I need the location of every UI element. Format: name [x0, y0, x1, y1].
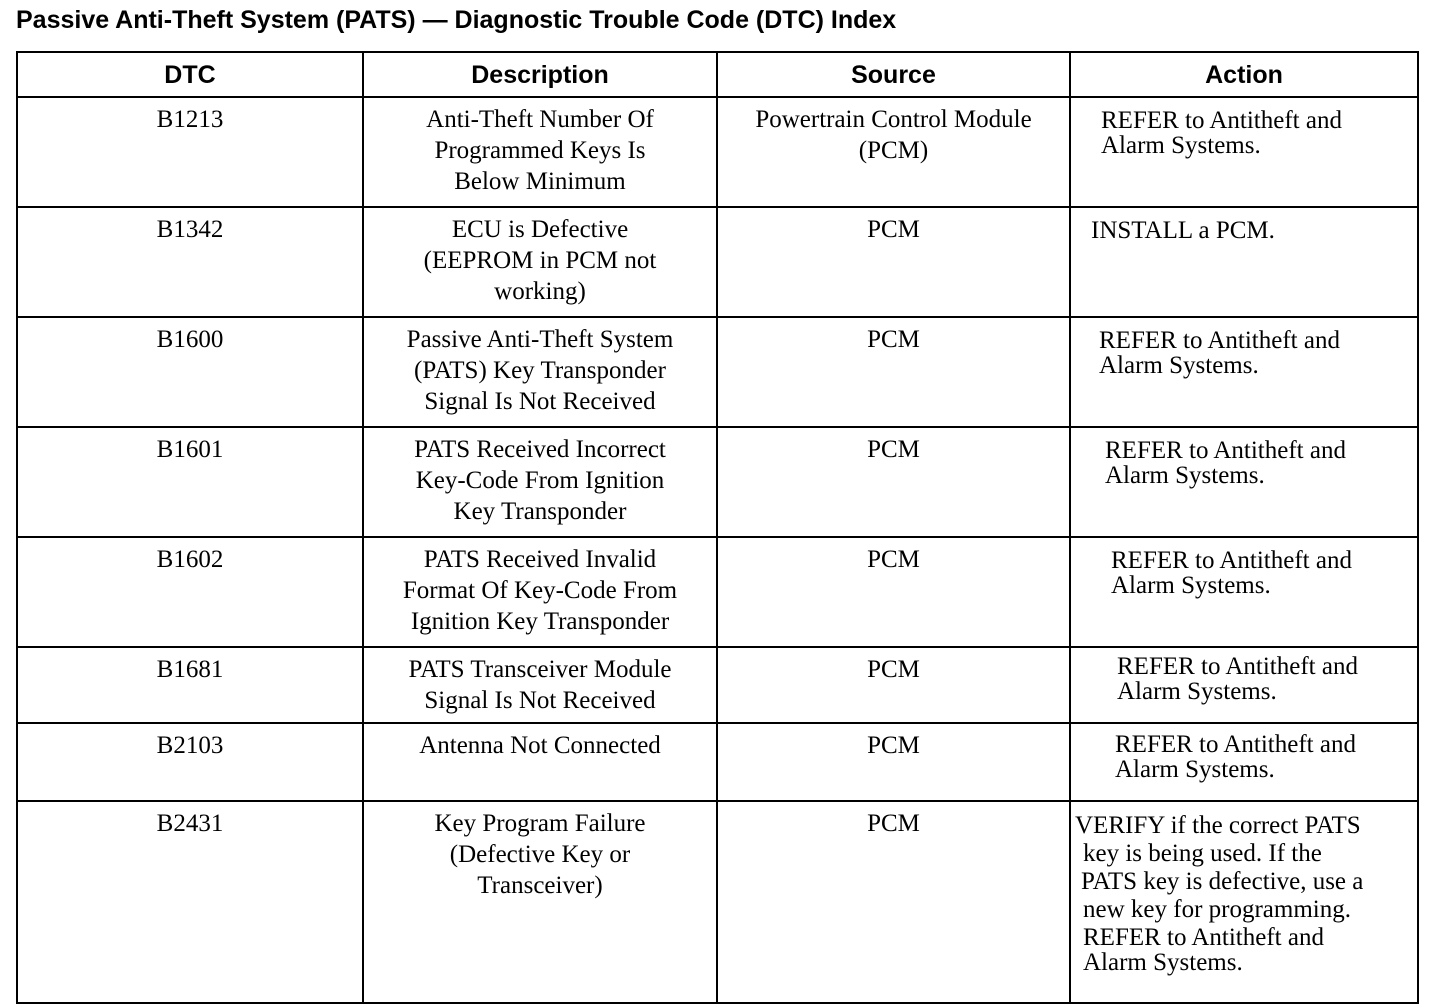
- table-header-row: [17, 52, 1418, 97]
- dtc-action: [1070, 207, 1418, 317]
- table-row: [17, 647, 1418, 723]
- action-line: REFER to Antitheft and: [1117, 653, 1358, 680]
- source-line: PCM: [867, 810, 920, 837]
- description-line: Signal Is Not Received: [424, 687, 656, 714]
- description-line: Format Of Key-Code From: [402, 577, 678, 604]
- source-line: PCM: [867, 732, 920, 759]
- description-line: Programmed Keys Is: [434, 137, 646, 164]
- description-line: Antenna Not Connected: [419, 732, 661, 759]
- description-line: PATS Received Incorrect: [414, 436, 666, 463]
- description-line: (Defective Key or: [449, 841, 631, 868]
- description-line: Key-Code From Ignition: [415, 467, 665, 494]
- dtc-code: B2431: [17, 801, 363, 1003]
- table-row: [17, 537, 1418, 647]
- dtc-action: [1070, 723, 1418, 801]
- description-line: Key Program Failure: [434, 810, 646, 837]
- header-action: Action: [1070, 52, 1418, 97]
- dtc-code: B1602: [17, 537, 363, 647]
- source-line: PCM: [867, 216, 920, 243]
- dtc-action: [1070, 647, 1418, 723]
- description-line: Below Minimum: [454, 168, 626, 195]
- action-line: REFER to Antitheft and: [1099, 327, 1340, 354]
- description-line: Anti-Theft Number Of: [426, 106, 654, 133]
- dtc-description: [363, 723, 717, 801]
- dtc-source: [717, 723, 1070, 801]
- description-line: working): [494, 278, 586, 305]
- table-row: [17, 317, 1418, 427]
- dtc-action: [1070, 801, 1418, 1003]
- dtc-action: [1070, 537, 1418, 647]
- description-line: Transceiver): [477, 872, 603, 899]
- action-line: INSTALL a PCM.: [1091, 217, 1275, 244]
- description-line: Key Transponder: [453, 498, 627, 525]
- dtc-code: B2103: [17, 723, 363, 801]
- dtc-action: [1070, 97, 1418, 207]
- action-line: REFER to Antitheft and: [1083, 924, 1324, 951]
- action-line: VERIFY if the correct PATS: [1075, 812, 1361, 839]
- description-line: Signal Is Not Received: [424, 388, 656, 415]
- source-line: PCM: [867, 326, 920, 353]
- dtc-source: [717, 207, 1070, 317]
- source-line: Powertrain Control Module: [755, 106, 1032, 133]
- dtc-index-table: [16, 51, 1419, 1004]
- description-line: Passive Anti-Theft System: [406, 326, 674, 353]
- dtc-description: [363, 207, 717, 317]
- action-line: Alarm Systems.: [1083, 949, 1243, 976]
- dtc-description: [363, 317, 717, 427]
- header-description: Description: [363, 52, 717, 97]
- action-line: Alarm Systems.: [1101, 132, 1261, 159]
- source-line: PCM: [867, 436, 920, 463]
- description-line: PATS Received Invalid: [423, 546, 657, 573]
- dtc-source: [717, 647, 1070, 723]
- action-line: REFER to Antitheft and: [1101, 107, 1342, 134]
- description-line: Ignition Key Transponder: [410, 608, 670, 635]
- table-row: [17, 723, 1418, 801]
- table-row: [17, 427, 1418, 537]
- table-row: [17, 207, 1418, 317]
- description-line: (EEPROM in PCM not: [423, 247, 657, 274]
- dtc-action: [1070, 317, 1418, 427]
- source-line: (PCM): [858, 137, 929, 164]
- page-title: Passive Anti-Theft System (PATS) — Diagnostic Trouble Code (DTC) Index: [16, 6, 897, 34]
- description-line: ECU is Defective: [451, 216, 629, 243]
- table-row: [17, 97, 1418, 207]
- dtc-description: [363, 647, 717, 723]
- dtc-code: B1681: [17, 647, 363, 723]
- dtc-description: [363, 97, 717, 207]
- dtc-source: [717, 537, 1070, 647]
- dtc-code: B1213: [17, 97, 363, 207]
- action-line: Alarm Systems.: [1115, 756, 1275, 783]
- action-line: key is being used. If the: [1083, 840, 1322, 867]
- dtc-source: [717, 427, 1070, 537]
- dtc-action: [1070, 427, 1418, 537]
- action-line: Alarm Systems.: [1105, 462, 1265, 489]
- dtc-code: B1601: [17, 427, 363, 537]
- dtc-source: [717, 317, 1070, 427]
- table-row: [17, 801, 1418, 1003]
- dtc-description: [363, 537, 717, 647]
- dtc-source: [717, 801, 1070, 1003]
- source-line: PCM: [867, 546, 920, 573]
- action-line: Alarm Systems.: [1117, 678, 1277, 705]
- dtc-code: B1600: [17, 317, 363, 427]
- dtc-description: [363, 427, 717, 537]
- header-dtc: DTC: [17, 52, 363, 97]
- action-line: Alarm Systems.: [1111, 572, 1271, 599]
- dtc-source: [717, 97, 1070, 207]
- action-line: REFER to Antitheft and: [1111, 547, 1352, 574]
- action-line: PATS key is defective, use a: [1081, 868, 1364, 895]
- dtc-code: B1342: [17, 207, 363, 317]
- action-line: Alarm Systems.: [1099, 352, 1259, 379]
- source-line: PCM: [867, 656, 920, 683]
- action-line: REFER to Antitheft and: [1115, 731, 1356, 758]
- description-line: PATS Transceiver Module: [408, 656, 672, 683]
- description-line: (PATS) Key Transponder: [414, 357, 666, 384]
- action-line: REFER to Antitheft and: [1105, 437, 1346, 464]
- header-source: Source: [717, 52, 1070, 97]
- dtc-description: [363, 801, 717, 1003]
- action-line: new key for programming.: [1083, 896, 1351, 923]
